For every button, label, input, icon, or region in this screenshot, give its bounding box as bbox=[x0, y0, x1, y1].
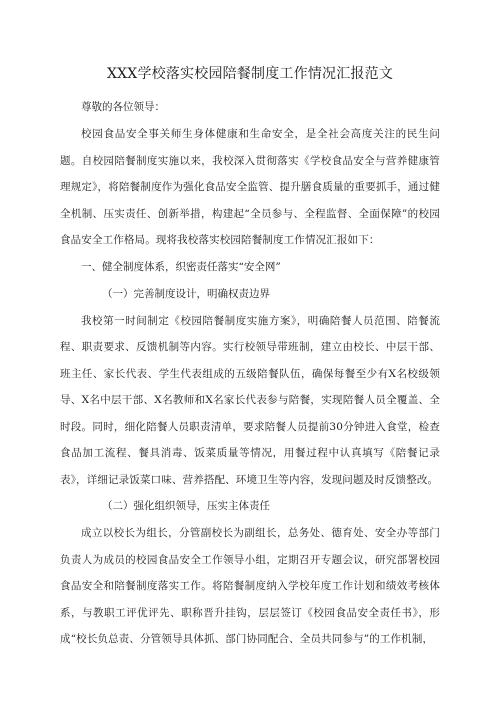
section-1-heading: 一、健全制度体系，织密责任落实“安全网” bbox=[81, 260, 281, 273]
subsection-1-body: 我校第一时间制定《校园陪餐制度实施方案》，明确陪餐人员范围、陪餐流程、职责要求、反馈机制等内容。实行校领导带班制，建立由校长、中层干部、班主任、家长代表、学生代表组成的五级陪餐队伍，确保每餐至少有X名校级领导、X名中层干部、X名教师和X名家长代表参与陪餐，实现陪餐人员全覆盖、全时段。同时，细化陪餐人员职责清单，要求陪餐人员提前30分钟进入食堂，检查食品加工流程、餐具消毒、饭菜质量等情况，用餐过程中认真填写《陪餐记录表》，详细记录饭菜口味、营养搭配、环境卫生等内容，发现问题及时反馈整改。 bbox=[60, 314, 440, 486]
document-title: XXX学校落实校园陪餐制度工作情况汇报范文 bbox=[106, 66, 394, 82]
subsection-1-heading: （一）完善制度设计，明确权责边界 bbox=[102, 287, 270, 300]
subsection-2-body: 成立以校长为组长，分管副校长为副组长，总务处、德育处、安全办等部门负责人为成员的校园食品安全工作领导小组，定期召开专题会议，研究部署校园食品安全和陪餐制度落实工作。将陪餐制度纳入学校年度工作计划和绩效考核体系，与教职工评优评先、职称晋升挂钩，层层签订《校园食品安全责任书》，形成“校长负总责、分管领导具体抓、部门协同配合、全员共同参与”的工作机制， bbox=[60, 527, 440, 645]
subsection-2-heading: （二）强化组织领导，压实主体责任 bbox=[102, 500, 270, 512]
intro-paragraph: 校园食品安全事关师生身体健康和生命安全，是全社会高度关注的民生问题。自校园陪餐制度实施以来，我校深入贯彻落实《学校食品安全与营养健康管理规定》，将陪餐制度作为强化食品安全监管、提升膳食质量的重要抓手，通过健全机制、压实责任、创新举措，构建起“全员参与、全程监督、全面保障”的校园食品安全工作格局。现将我校落实校园陪餐制度工作情况汇报如下： bbox=[60, 128, 440, 246]
greeting: 尊敬的各位领导： bbox=[81, 101, 165, 113]
